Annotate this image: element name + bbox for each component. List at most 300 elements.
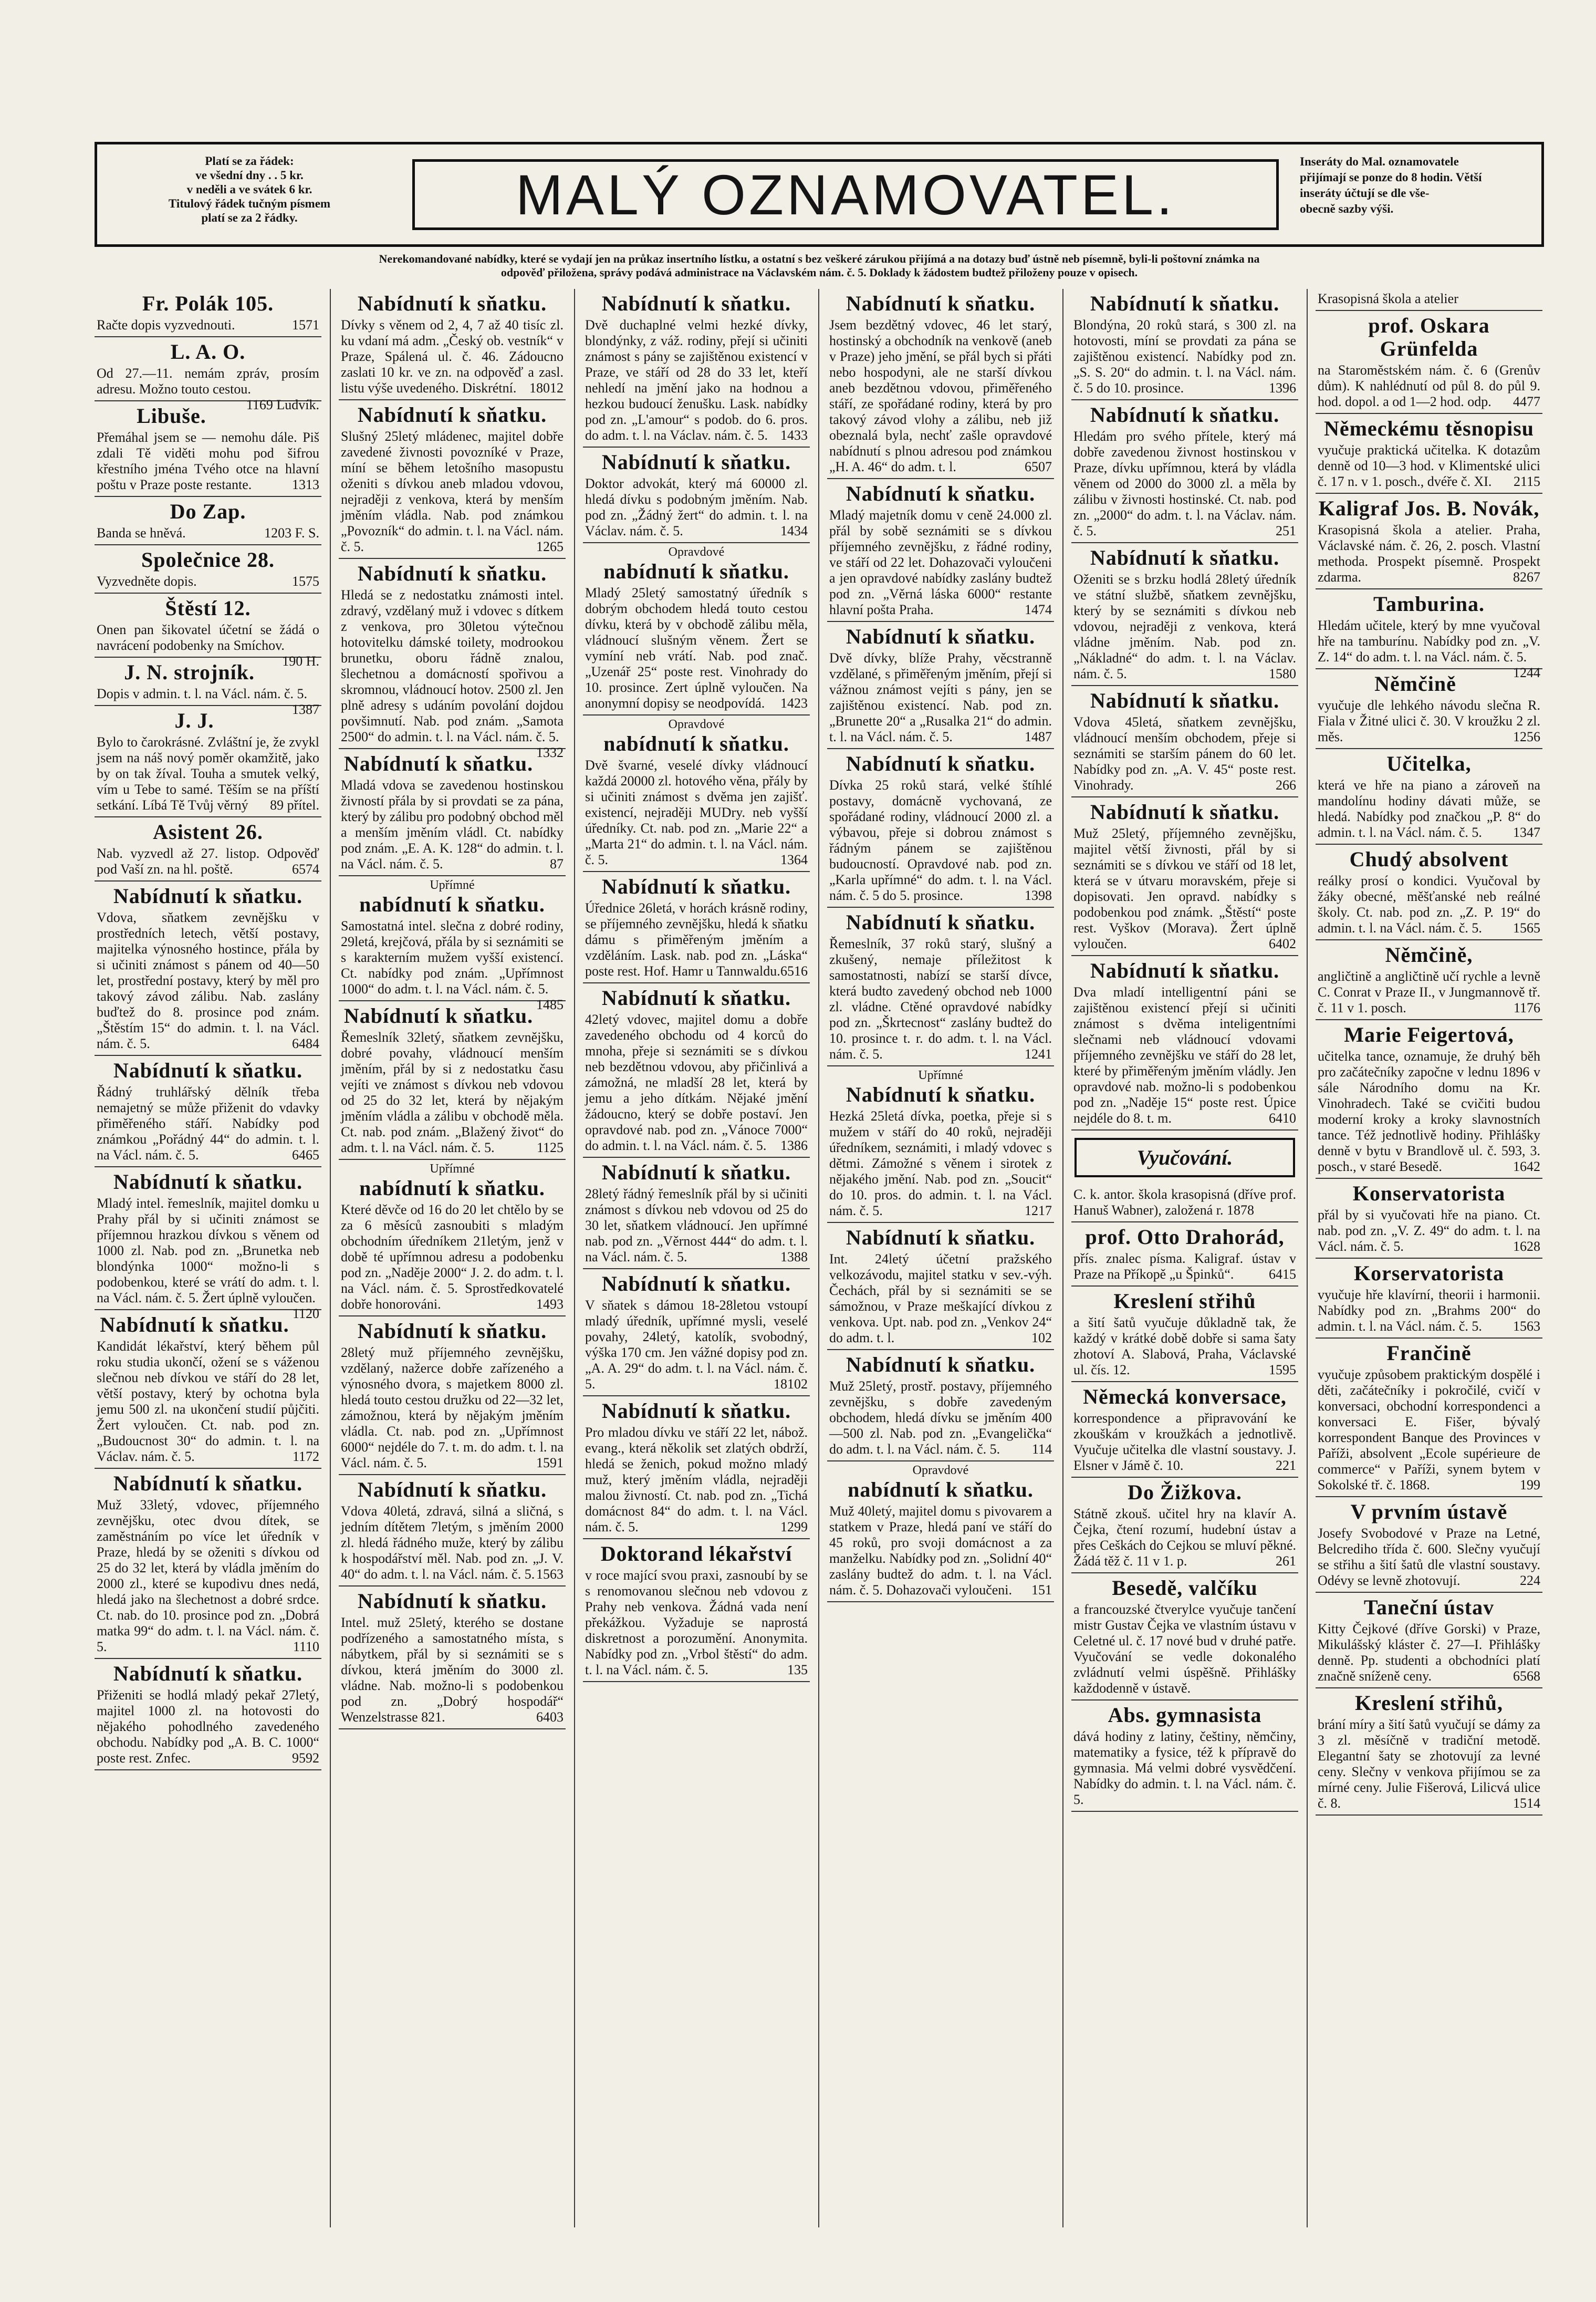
ad-number: 1487 bbox=[1025, 729, 1052, 744]
ad-text: C. k. antor. škola krasopisná (dříve prof. Hanuš Wabner), založená r. 1878 bbox=[1073, 1187, 1296, 1218]
ad-number: 1176 bbox=[1513, 1000, 1540, 1015]
ad-text: Hledám učitele, který by mne vyučoval hře na tamburínu. Nabídky pod zn. „V. Z. 14“ do adm. t. l. na Václ. nám. č. 5. bbox=[1318, 618, 1540, 665]
classified-ad bbox=[339, 289, 566, 400]
classified-ad bbox=[339, 559, 566, 760]
ad-number: 1398 bbox=[1025, 888, 1052, 903]
ad-title: Tamburina. bbox=[1373, 592, 1485, 616]
column-5 bbox=[1071, 289, 1298, 2227]
ad-body bbox=[1073, 1506, 1296, 1569]
ad-body bbox=[97, 622, 319, 669]
ad-body bbox=[1318, 1621, 1540, 1684]
ad-body bbox=[97, 525, 319, 541]
ad-title: Štěstí 12. bbox=[165, 596, 251, 620]
ad-body bbox=[829, 317, 1052, 475]
ad-body bbox=[97, 430, 319, 493]
column-2 bbox=[339, 289, 566, 2227]
ad-title: Nabídnutí k sňatku. bbox=[846, 625, 1036, 648]
classified-ad bbox=[1316, 414, 1542, 494]
ad-number: 6415 bbox=[1269, 1267, 1296, 1282]
ad-text: Pro mladou dívku ve stáří 22 let, nábož. evang., která několik set zlatých obdrží, hledá se ženich, pokud možno mladý muž, který jměním vládla, nejraději malou živností. Ct. nab. pod zn. „Tichá domácnost 84“ do adm. t. l. na Václ. nám. č. 5. bbox=[585, 1425, 808, 1534]
ad-title: Fr. Polák 105. bbox=[142, 292, 274, 315]
ad-title: Do Žižkova. bbox=[1128, 1480, 1242, 1504]
classified-ad bbox=[1071, 1287, 1298, 1382]
ad-body bbox=[1073, 1602, 1296, 1696]
classified-ad bbox=[1316, 289, 1542, 311]
ad-title: nabídnutí k sňatku. bbox=[603, 732, 789, 755]
ad-body bbox=[585, 900, 808, 979]
ad-title: Doktorand lékařství bbox=[600, 1542, 792, 1565]
classified-ad bbox=[95, 594, 321, 669]
ad-title: Kreslení střihů, bbox=[1355, 1691, 1503, 1715]
column-rule bbox=[1062, 289, 1063, 2227]
ad-number: 8267 bbox=[1513, 569, 1540, 585]
ad-text: Vdova 45letá, sňatkem zevnějšku, vládnoucí menším obchodem, přeje si seznámiti se starším pánem do 60 let. Nabídky pod zn. „A. V. 45“ poste rest. Vinohrady. bbox=[1073, 714, 1296, 793]
ad-number: 9592 bbox=[292, 1750, 319, 1766]
classified-ad bbox=[1071, 1185, 1298, 1222]
classified-ad bbox=[95, 1659, 321, 1770]
ad-text: Přiženiti se hodlá mladý pekař 27letý, majitel 1000 zl. na hotovosti do nějakého pohodlného zavedeného obchodu. Nabídky pod „A. B. C. 1000“ poste rest. Znfec. bbox=[97, 1687, 319, 1766]
ad-text: Dvě švarné, veselé dívky vládnoucí každá 20000 zl. hotového věna, přály by si učiniti známost s dvěma jen zajišť. existencí, nejraději MUDry. neb vyšší úředníky. Ct. nab. pod zn. „Marie 22“ a „Marta 21“ do admin. t. l. na Václ. nám. č. 5. bbox=[585, 758, 808, 867]
ad-number: 1388 bbox=[780, 1249, 808, 1264]
ad-text: Slušný 25letý mládenec, majitel dobře zavedené živnosti povozníké v Praze, míní se během letošního masopustu oženiti s dívkou aneb mladou vdovou, nejraději z venkova, která by menším jměním vládla. Nab. pod známkou „Povozník“ do admin. t. l. na Václ. nám. č. 5. bbox=[341, 429, 564, 554]
ad-title: J. N. strojník. bbox=[124, 660, 255, 684]
ad-number: 1125 bbox=[536, 1140, 564, 1155]
classified-ad bbox=[95, 706, 321, 817]
ad-title: Taneční ústav bbox=[1363, 1595, 1495, 1619]
ad-text: Oženiti se s brzku hodlá 28letý úředník ve státní službě, sňatkem zevnějšku, který by se seznámiti s dívkou neb vdovou, nejraději z venkova, která vládne jměním. Nab. pod zn. „Nákladné“ do adm. t. l. na Václav. nám. č. 5. bbox=[1073, 572, 1296, 681]
ad-text: Dívka 25 roků stará, velké štíhlé postavy, domácně vychovaná, ze spořádané rodiny, vládnoucí 2000 zl. a výbavou, přeje si dobrou známost s řádným pánem se zajištěnou budoucností. Opravdové nab. pod zn. „Karla upřímné“ do adm. t. l. na Václ. nám. č. 5 do 5. prosince. bbox=[829, 777, 1052, 903]
classified-ad bbox=[827, 479, 1054, 622]
classified-ad bbox=[339, 749, 566, 876]
ad-title: Marie Feigertová, bbox=[1344, 1023, 1514, 1046]
ad-body bbox=[341, 1202, 564, 1312]
classified-ad bbox=[1071, 1478, 1298, 1573]
pricing-line: ve všední dny . . 5 kr. bbox=[195, 169, 304, 182]
ad-columns bbox=[95, 289, 1544, 2233]
ad-text: Račte dopis vyzvednouti. bbox=[97, 317, 235, 333]
ad-title: Nabídnutí k sňatku. bbox=[1090, 403, 1280, 427]
ad-text: přál by si vyučovati hře na piano. Ct. nab. pod zn. „V. Z. 49“ do adm. t. l. na Václ. nám. č. 5. bbox=[1318, 1207, 1540, 1254]
ad-text: Hezká 25letá dívka, poetka, přeje si s mužem v stáří do 40 roků, nejraději úředníkem, seznámiti, i mladý vdovec s dětmi. Zámožné s věnem i sirotek z nějakého jmění. Nab. pod zn. „Soucit“ do 10. pros. do admin. t. l. na Václ. nám. č. 5. bbox=[829, 1108, 1052, 1218]
ad-body bbox=[1318, 1717, 1540, 1811]
ad-text: Muž 33letý, vdovec, příjemného zevnějšku, otec dvou dítek, se zaměstnáním po více let úředník v Praze, hledá by se oženiti s dívkou od 25 do 32 let, která by vládla jměním do 2000 zl., které se kupodivu dnes nedá, hledá jako na šlechetnost a dobré srdce. Ct. nab. do 10. prosince pod zn. „Dobrá matka 99“ do adm. t. l. na Václ. nám. č. 5. bbox=[97, 1497, 319, 1654]
ad-body bbox=[1318, 1526, 1540, 1589]
ad-body bbox=[97, 1339, 319, 1465]
ad-body bbox=[829, 1503, 1052, 1598]
ad-title: Nabídnutí k sňatku. bbox=[113, 1170, 303, 1194]
ad-body bbox=[1318, 698, 1540, 745]
ad-title: Nabídnutí k sňatku. bbox=[601, 1399, 791, 1423]
ad-text: Muž 40letý, majitel domu s pivovarem a statkem v Praze, hledá paní ve stáří do 45 roků, pro svoji domácnost a za manželku. Nabídky pod zn. „Solidní 40“ zaslány budtež do adm. t. l. na Václ. nám. č. 5. Dohazovači vyloučeni. bbox=[829, 1503, 1052, 1598]
ad-title: Kreslení střihů bbox=[1113, 1289, 1256, 1313]
ad-number: 190 H. bbox=[282, 654, 319, 669]
ad-number: 6568 bbox=[1513, 1668, 1540, 1684]
ad-text: Vdova, sňatkem zevnějšku v prostředních letech, větší postavy, majitelka výnosného hostince, přála by si učiniti známost s pánem od 40—50 let, prostřední postavy, který by měl pro takový závod zálibu. Nab. zaslány buďtež do 8. prosince pod znám. „Štěstím 15“ do admin. t. l. na Václ. nám. č. 5. bbox=[97, 910, 319, 1051]
ad-text: Od 27.—11. nemám zpráv, prosím adresu. Možno touto cestou. bbox=[97, 366, 319, 397]
ad-title: Nabídnutí k sňatku. bbox=[846, 910, 1036, 934]
ad-number: 1563 bbox=[1513, 1319, 1540, 1334]
ad-number: 102 bbox=[1031, 1330, 1052, 1345]
ad-body bbox=[1318, 1207, 1540, 1254]
ad-text: Řádný truhlářský dělník třeba nemajetný se může přiženit do vdavky přiměřeného stáří. Nabídky pod známkou „Pořádný 44“ do admin. t. l. na Václ. nám. č. 5. bbox=[97, 1084, 319, 1163]
classified-ad bbox=[95, 1310, 321, 1469]
ad-text: Josefy Svobodové v Praze na Letné, Belcrediho třída č. 600. Slečny vyučují se střihu a šití šatů dle vlastní soustavy. Odévy se levně zhotovují. bbox=[1318, 1526, 1540, 1588]
ad-text: Krasopisná škola a atelier. Praha, Václavské nám. č. 26, 2. posch. Vlastní methoda. Prospekt písemně. Prospekt zdarma. bbox=[1318, 522, 1540, 585]
ad-number: 6402 bbox=[1269, 936, 1296, 951]
ad-body bbox=[1073, 1315, 1296, 1378]
ad-title: Nabídnutí k sňatku. bbox=[357, 1589, 547, 1613]
classified-ad bbox=[827, 622, 1054, 749]
ad-body bbox=[585, 476, 808, 539]
ad-text: Doktor advokát, který má 60000 zl. hledá dívku s podobným jměním. Nab. pod zn. „Žádný žert“ do admin. t. l. na Václav. nám. č. 5. bbox=[585, 476, 808, 538]
classified-ad bbox=[1071, 400, 1298, 543]
ad-body bbox=[829, 936, 1052, 1062]
ad-body bbox=[341, 317, 564, 396]
ad-body bbox=[341, 1615, 564, 1725]
ad-number: 1628 bbox=[1513, 1239, 1540, 1254]
ad-number: 1571 bbox=[292, 317, 319, 333]
ad-body bbox=[1318, 522, 1540, 585]
ad-text: Hledám pro svého přítele, který má dobře zavedenou živnost hostinskou v Praze, dívku upřímnou, která by vládla věnem od 2000 do 3000 zl. a měla by zálibu v živnosti hostinské. Ct. nab. pod zn. „2000“ do adm. t. l. na Václav. nám. č. 5. bbox=[1073, 429, 1296, 538]
classified-ad bbox=[1316, 1259, 1542, 1339]
ad-title: Nabídnutí k sňatku. bbox=[113, 884, 303, 908]
ad-body bbox=[1073, 1187, 1296, 1218]
ad-text: brání míry a šití šatů vyučují se dámy za 3 zl. měsíčně v tradiční metodě. Elegantní šaty se zhotovují za levné ceny. Slečny v venkova přijímou se za mírné ceny. Julie Fišerová, Lilicvá ulice č. 8. bbox=[1318, 1717, 1540, 1811]
ad-body bbox=[97, 910, 319, 1052]
ad-title: Nabídnutí k sňatku. bbox=[357, 403, 547, 427]
insertion-line: Inseráty do Mal. oznamovatele bbox=[1300, 155, 1459, 168]
ad-title: Nabídnutí k sňatku. bbox=[846, 1353, 1036, 1376]
ad-text: 28letý řádný řemeslník přál by si učiniti známost s dívkou neb vdovou od 25 do 30 let, sňatkem vládnoucí. Jen upřímné nab. pod zn. „Věrnost 444“ do adm. t. l. na Václ. nám. č. 5. bbox=[585, 1186, 808, 1264]
ad-body bbox=[1073, 714, 1296, 793]
ad-number: 1110 bbox=[293, 1639, 319, 1654]
ad-number: 114 bbox=[1031, 1442, 1052, 1457]
ad-title: Nabídnutí k sňatku. bbox=[601, 1272, 791, 1295]
newspaper-page bbox=[95, 142, 1544, 2233]
ad-title: Nabídnutí k sňatku. bbox=[1090, 959, 1280, 982]
ad-body bbox=[97, 734, 319, 813]
classified-ad bbox=[1316, 1020, 1542, 1179]
classified-ad bbox=[95, 289, 321, 337]
classified-ad bbox=[1316, 311, 1542, 414]
ad-text: Krasopisná škola a atelier bbox=[1318, 291, 1458, 306]
ad-text: Státně zkouš. učitel hry na klavír A. Čejka, čtení rozumí, hudební ústav a přes Ceškách do Cejkou se mluví pěkné. Žádá těž č. 11 v 1. p. bbox=[1073, 1506, 1296, 1569]
classified-ad bbox=[1316, 1593, 1542, 1688]
ad-title: Nabídnutí k sňatku. bbox=[1090, 800, 1280, 824]
ad-text: Vdova 40letá, zdravá, silná a sličná, s jedním dítětem 7letým, s jměním 2000 zl. hledá řádného muže, který by zálibu k hospodářství měl. Nab. pod zn. „J. V. 40“ do adm. t. l. na Václ. nám. č. 5. bbox=[341, 1503, 564, 1582]
classified-ad bbox=[339, 1586, 566, 1729]
classified-ad bbox=[1071, 289, 1298, 400]
ad-text: v roce mající svou praxi, zasnoubí by se s renomovanou slečnou neb vdovou z Prahy neb venkova. Žádná vada není překážkou. Vyžaduje se naprostá diskretnost a porozumění. Anonymita. Nabídky pod zn. „Vrbol štěstí“ do adm. t. l. na Václ. nám. č. 5. bbox=[585, 1568, 808, 1677]
ad-body bbox=[341, 1030, 564, 1156]
ad-text: Onen pan šikovatel účetní se žádá o navrácení podobenky na Smíchov. bbox=[97, 622, 319, 653]
ad-number: 1347 bbox=[1513, 825, 1540, 840]
ad-text: Mladý majetník domu v ceně 24.000 zl. přál by sobě seznámiti se s dívkou příjemného zevnějšku, z řádné rodiny, ve stáří od 22 let. Dohazovači vyloučeni a jen opravdové nabídky zaslány budtež pod zn. „Věrná láska 6000“ restante hlavní pošta Praha. bbox=[829, 507, 1052, 617]
classified-ad bbox=[1316, 589, 1542, 680]
classified-ad bbox=[1316, 749, 1542, 845]
ad-number: 1485 bbox=[536, 997, 564, 1012]
ad-number: 135 bbox=[787, 1662, 808, 1677]
ad-text: Vyzvedněte dopis. bbox=[97, 574, 197, 589]
masthead-note bbox=[95, 252, 1544, 279]
classified-ad bbox=[1316, 669, 1542, 749]
classified-ad bbox=[1316, 494, 1542, 589]
ad-body bbox=[585, 1568, 808, 1678]
ad-title: Nabídnutí k sňatku. bbox=[601, 292, 791, 315]
ad-body bbox=[341, 587, 564, 760]
ad-title: Nabídnutí k sňatku. bbox=[357, 1478, 547, 1501]
classified-ad bbox=[827, 1223, 1054, 1350]
ad-body bbox=[1318, 1287, 1540, 1334]
classified-ad bbox=[339, 876, 566, 1012]
ad-body bbox=[1318, 291, 1540, 307]
ad-number: 4477 bbox=[1513, 394, 1540, 409]
ad-number: 1514 bbox=[1513, 1796, 1540, 1811]
ad-text: 42letý vdovec, majitel domu a dobře zavedeného obchodu od 4 korců do mnoha, přeje si seznámiti se s dívkou neb bezdětnou vdovou, aby přičinlivá a zámožná, ne mladší 28 let, která by jemu a jeho dítkám. Nějaké jmění žádoucno, který se dobře postaví. Jen opravdové nab. pod zn. „Vánoce 7000“ do admin. t. l. na Václ. nám. č. 5. bbox=[585, 1012, 808, 1153]
ad-body bbox=[1073, 826, 1296, 952]
ad-number: 1563 bbox=[536, 1567, 564, 1582]
ad-title: Do Zap. bbox=[170, 500, 246, 523]
ad-text: Dívky s věnem od 2, 4, 7 až 40 tisíc zl. ku vdaní má adm. „Český ob. vestník“ v Praze, Spálená ul. č. 46. Zádoucno zaslati 10 kr. ve zn. na odpověď a zasl. listu výše uvedeného. Diskrétní. bbox=[341, 317, 564, 396]
ad-title: Německému těsnopisu bbox=[1323, 417, 1535, 440]
ad-text: Úřednice 26letá, v horách krásně rodiny, se příjemného zevnějšku, hledá k sňatku dámu s přiměřeným jměním a vzděláním. Lask. nab. pod zn. „Láska“ poste rest. Hof. Hamr u Tannwaldu. bbox=[585, 900, 808, 979]
ad-number: 87 bbox=[550, 856, 564, 872]
ad-number: 1595 bbox=[1269, 1362, 1296, 1377]
ad-text: Dva mladí intelligentní páni se zajištěnou existencí přejí si učiniti známost s dvěma inteligentními slečnami neb vládnoucí vdovami příjemného zevnějšku ve stáří do 28 let, které by přiměřeným jměním vládly. Jen opravdové nab. možno-li s podobenkou pod zn. „Naděje 15“ poste rest. Úpice nejdéle do 8. t. m. bbox=[1073, 984, 1296, 1126]
note-line: Nerekomandované nabídky, které se vydají jen na průkaz insertního lístku, a ostatní s bez veškeré zárukou přijímá a na dotazy buď ústně neb písemně, byli-li poštovní známka na bbox=[379, 252, 1260, 265]
ad-body bbox=[585, 1298, 808, 1392]
ad-text: která ve hře na piano a zároveň na mandolínu hodiny dávati může, se hledá. Nabídky pod značkou „P. 8“ do admin. t. l. na Václ. nám. č. 5. bbox=[1318, 777, 1540, 840]
ad-title: J. J. bbox=[174, 709, 214, 732]
ad-body bbox=[585, 317, 808, 443]
ad-prefix: Upřímné bbox=[918, 1069, 963, 1082]
ad-title: Nabídnutí k sňatku. bbox=[357, 1319, 547, 1343]
ad-prefix: Upřímné bbox=[430, 1162, 475, 1176]
classified-ad bbox=[583, 983, 810, 1158]
ad-title: Nabídnutí k sňatku. bbox=[601, 875, 791, 898]
page-title: MALÝ OZNAMOVATEL. bbox=[412, 159, 1279, 230]
ad-title: L. A. O. bbox=[170, 340, 246, 364]
masthead bbox=[95, 142, 1544, 247]
ad-number: 6465 bbox=[292, 1147, 319, 1163]
classified-ad bbox=[827, 1350, 1054, 1461]
ad-body bbox=[1318, 362, 1540, 410]
ad-text: Řemeslník, 37 roků starý, slušný a zkušený, nemaje příležitost k samostatnosti, nabízí se starší dívce, která budto zavedený obchod neb 1000 zl. vládne. Ctěné opravdové nabídky pod zn. „Škrtecnost“ zaslány budtež do 10. prosince t. r. do adm. t. l. na Václ. nám. č. 5. bbox=[829, 936, 1052, 1062]
pricing-line: Titulový řádek tučným písmem bbox=[168, 197, 331, 210]
ad-body bbox=[585, 1186, 808, 1265]
ad-body bbox=[585, 1012, 808, 1154]
ad-title: Nabídnutí k sňatku. bbox=[846, 752, 1036, 775]
ad-title: Konservatorista bbox=[1352, 1181, 1506, 1205]
ad-body bbox=[97, 686, 319, 717]
ad-text: Které děvče od 16 do 20 let chtělo by se za 6 měsíců zasnoubiti s mladým obchodním úředníkem 21letým, jenž v době té upřímnou adresu a podobenku pod zn. „Naděje 2000“ J. 2. do adm. t. l. na Václ. nám. č. 5. Sprostředkovatelé dobře honorováni. bbox=[341, 1202, 564, 1312]
ad-title: Korservatorista bbox=[1353, 1261, 1504, 1285]
ad-text: Muž 25letý, příjemného zevnějšku, majitel větší živnosti, přál by si seznámiti se s dívkou ve stáří od 18 let, která se v útvaru moravském, přeje si dopisovati. Jen opravd. nabídky s podobenkou pod známk. „Štěstí“ poste rest. Vyškov (Morava). Žert úplně vyloučen. bbox=[1073, 826, 1296, 951]
ad-title: prof. Oskara Grünfelda bbox=[1368, 314, 1490, 360]
classified-ad bbox=[827, 1066, 1054, 1223]
pricing-line: v neděli a ve svátek 6 kr. bbox=[186, 183, 312, 196]
classified-ad bbox=[339, 1316, 566, 1475]
ad-title: Nabídnutí k sňatku. bbox=[1090, 689, 1280, 712]
classified-ad bbox=[339, 1001, 566, 1160]
classified-ad bbox=[1316, 1497, 1542, 1593]
ad-body bbox=[1073, 1251, 1296, 1282]
ad-text: vyučuje dle lehkého návodu slečna R. Fiala v Žitné ulici č. 30. V kroužku 2 zl. měs. bbox=[1318, 698, 1540, 744]
classified-ad bbox=[1071, 686, 1298, 797]
ad-number: 1493 bbox=[536, 1297, 564, 1312]
classified-ad bbox=[583, 872, 810, 983]
ad-number: 1364 bbox=[780, 852, 808, 867]
ad-text: korrespondence a připravování ke zkouškám v kroužkách a jednotlivě. Vyučuje učitelka dle vlastní soustavy. J. Elsner v Jámě č. 10. bbox=[1073, 1411, 1296, 1473]
ad-title: Nabídnutí k sňatku. bbox=[601, 450, 791, 474]
classified-ad bbox=[583, 1269, 810, 1396]
ad-body bbox=[97, 574, 319, 589]
insertion-info bbox=[1300, 154, 1541, 217]
ad-title: Nabídnutí k sňatku. bbox=[343, 752, 534, 775]
ad-title: Nabídnutí k sňatku. bbox=[343, 1004, 534, 1028]
pricing-line: platí se za 2 řádky. bbox=[201, 211, 298, 224]
classified-ad bbox=[95, 1469, 321, 1659]
section-heading: Vyučování. bbox=[1075, 1138, 1295, 1177]
ad-text: Kandidát lékařství, který během půl roku studia ukončí, ožení se s váženou slečnou neb dívkou ve stáří do 28 let, větší postavy, který by ochotna byla jemu 500 zl. na ukončení studií půjčiti. Žert vyloučen. Ct. nab. pod zn. „Budoucnost 30“ do admin. t. l. na Václav. nám. č. 5. bbox=[97, 1339, 319, 1464]
ad-number: 261 bbox=[1276, 1553, 1296, 1569]
ad-title: Nabídnutí k sňatku. bbox=[601, 986, 791, 1010]
ad-number: 1120 bbox=[292, 1306, 319, 1321]
ad-body bbox=[341, 1503, 564, 1582]
ad-title: Nabídnutí k sňatku. bbox=[1090, 292, 1280, 315]
classified-ad bbox=[1316, 1688, 1542, 1816]
ad-prefix: Opravdové bbox=[668, 718, 725, 731]
ad-number: 1241 bbox=[1025, 1046, 1052, 1062]
ad-number: 1217 bbox=[1025, 1203, 1052, 1218]
ad-text: Muž 25letý, prostř. postavy, příjemného zevnějšku, s dobře zavedeným obchodem, hledá dívku se jměním 400—500 zl. Nab. pod zn. „Evangelička“ do adm. t. l. na Václ. nám. č. 5. bbox=[829, 1378, 1052, 1457]
ad-title: Abs. gymnasista bbox=[1108, 1703, 1262, 1727]
ad-number: 1591 bbox=[536, 1455, 564, 1470]
classified-ad bbox=[339, 1475, 566, 1586]
ad-text: na Staroměstském nám. č. 6 (Grenův dům). K nahlédnutí od půl 8. do půl 9. hod. dopol. a od 1—2 hod. odp. bbox=[1318, 362, 1540, 409]
ad-number: 1244 bbox=[1513, 665, 1540, 680]
ad-body bbox=[1073, 429, 1296, 539]
ad-body bbox=[1318, 969, 1540, 1016]
classified-ad bbox=[95, 1167, 321, 1321]
classified-ad bbox=[827, 1461, 1054, 1602]
classified-ad bbox=[95, 882, 321, 1056]
classified-ad bbox=[1316, 1339, 1542, 1497]
classified-ad bbox=[1071, 797, 1298, 956]
ad-number: 1169 Ludvík. bbox=[246, 397, 319, 412]
ad-title: Nabídnutí k sňatku. bbox=[113, 1059, 303, 1082]
ad-body bbox=[97, 366, 319, 412]
ad-number: 1474 bbox=[1025, 602, 1052, 617]
ad-text: Nab. vyzvedl až 27. listop. Odpověď pod Vaší zn. na hl. poště. bbox=[97, 846, 319, 877]
ad-text: 28letý muž příjemného zevnějšku, vzdělaný, nažerce dobře zařízeného a výnosného dvora, s majetkem 8000 zl. hledá touto cestou družku od 22—32 let, zámožnou, která by nějakým jměním vládla. Ct. nab. pod zn. „Upřímnost 6000“ nejdéle do 7. t. m. do adm. t. l. na Václ. nám. č. 5. bbox=[341, 1345, 564, 1470]
ad-text: Přemáhal jsem se — nemohu dále. Piš zdali Tě viděti mohu pod šifrou křestního jména Tvého otce na hlavní poštu v Praze poste restante. bbox=[97, 430, 319, 492]
classified-ad bbox=[1316, 940, 1542, 1020]
ad-text: dává hodiny z latiny, češtiny, němčiny, matematiky a fysice, též k přípravě do gymnasia. Má velmi dobré vysvědčení. Nabídky do admin. t. l. na Václ. nám. č. 5. bbox=[1073, 1729, 1296, 1807]
ad-body bbox=[829, 507, 1052, 618]
ad-body bbox=[97, 1196, 319, 1321]
ad-number: 6403 bbox=[536, 1709, 564, 1725]
insertion-line: inseráty účtují se dle vše- bbox=[1300, 186, 1430, 200]
ad-body bbox=[1073, 1411, 1296, 1474]
ad-body bbox=[829, 1251, 1052, 1346]
ad-text: vyučuje praktická učitelka. K dotazům denně od 10—3 hod. v Klimentské ulici č. 17 n. v 1. posch., dvéře č. XI. bbox=[1318, 442, 1540, 489]
ad-text: Kitty Čejkové (dříve Gorski) v Praze, Mikulášský kláster č. 27—I. Přihlášky denně. Pp. studenti a obchodníci platí značně sníženě ceny. bbox=[1318, 1621, 1540, 1684]
ad-number: 1396 bbox=[1269, 380, 1296, 396]
classified-ad bbox=[827, 289, 1054, 479]
ad-title: Nabídnutí k sňatku. bbox=[846, 1083, 1036, 1106]
ad-title: nabídnutí k sňatku. bbox=[359, 1176, 545, 1200]
ad-text: Hledá se z nedostatku známosti intel. zdravý, vzdělaný muž i vdovec s dítkem z venkova, pro 30letou výtečnou hotovitelku dámské toilety, modrookou brunetku, oboru řádně znalou, šlechetnou a domácností spořivou a skromnou, vládnoucí hotov. 2500 zl. Jen plně adresy s udáním povolání dojdou povšimnutí. Nab. pod znám. „Samota 2500“ do admin. t. l. na Václ. nám. č. 5. bbox=[341, 587, 564, 744]
ad-body bbox=[1073, 572, 1296, 682]
ad-title: Nabídnutí k sňatku. bbox=[357, 292, 547, 315]
ad-number: 89 přítel. bbox=[270, 797, 319, 813]
ad-title: nabídnutí k sňatku. bbox=[848, 1478, 1034, 1501]
ad-title: Nabídnutí k sňatku. bbox=[846, 482, 1036, 505]
ad-number: 6410 bbox=[1269, 1111, 1296, 1126]
ad-text: Dvě dívky, blíže Prahy, věcstranně vzdělané, s přiměřeným jměním, přejí si vážnou známost vejíti s pány, jen se zajištěnou existencí. Nab. pod zn. „Brunette 20“ a „Rusalka 21“ do admin. t. l. na Václ. nám. č. 5. bbox=[829, 650, 1052, 744]
ad-body bbox=[1318, 442, 1540, 490]
ad-number: 1642 bbox=[1513, 1159, 1540, 1174]
ad-body bbox=[97, 1084, 319, 1163]
column-rule bbox=[1307, 289, 1308, 2227]
column-rule bbox=[330, 289, 331, 2227]
ad-text: Dopis v admin. t. l. na Václ. nám. č. 5. bbox=[97, 686, 308, 701]
ad-text: Bylo to čarokrásné. Zvláštní je, že zvykl jsem na náš nový poměr okamžitě, jako by on tak žíval. Touha a smutek velký, vím u Tebe to samé. Těším se na příští setkání. Líbá Tě Tvůj věrný bbox=[97, 734, 319, 813]
ad-title: Asistent 26. bbox=[153, 820, 263, 844]
ad-title: Kaligraf Jos. B. Novák, bbox=[1318, 496, 1540, 520]
ad-text: Jsem bezdětný vdovec, 46 let starý, hostinský a obchodník na venkově (aneb v Praze) jeho jmění, se přál bych si přáti nebo hospodyni, ale ne starší dívkou aneb bezdětnou vdovou, přiměřeného stáří, ze spořádané rodiny, která by pro takový závod vlohy a zálibu, neb již obeznalá byla, nechť zašle opravdové nabídnutí s plnou adresou pod známkou „H. A. 46“ do adm. t. l. bbox=[829, 317, 1052, 474]
classified-ad bbox=[1071, 1222, 1298, 1287]
ad-title: Nabídnutí k sňatku. bbox=[113, 1662, 303, 1685]
ad-title: Chudý absolvent bbox=[1349, 847, 1509, 871]
ad-title: Libuše. bbox=[137, 404, 206, 428]
pricing-box bbox=[113, 154, 386, 225]
ad-body bbox=[829, 777, 1052, 904]
classified-ad bbox=[1071, 1700, 1298, 1812]
ad-title: prof. Otto Drahorád, bbox=[1085, 1225, 1285, 1249]
ad-title: nabídnutí k sňatku. bbox=[603, 559, 789, 583]
ad-body bbox=[97, 1497, 319, 1655]
ad-number: 2115 bbox=[1513, 474, 1540, 489]
classified-ad bbox=[339, 1160, 566, 1316]
note-line: odpověď přiložena, správy podává administrace na Václavském nám. č. 5. Doklady k žádostem budtež přiloženy pouze v opisech. bbox=[500, 266, 1138, 279]
ad-number: 6574 bbox=[292, 862, 319, 877]
ad-title: Nabídnutí k sňatku. bbox=[846, 292, 1036, 315]
classified-ad bbox=[1071, 543, 1298, 686]
classified-ad bbox=[583, 1396, 810, 1539]
classified-ad bbox=[95, 545, 321, 594]
ad-number: 1423 bbox=[780, 696, 808, 711]
ad-title: Nabídnutí k sňatku. bbox=[357, 562, 547, 585]
ad-body bbox=[585, 585, 808, 711]
classified-ad bbox=[95, 1056, 321, 1167]
ad-number: 6507 bbox=[1025, 459, 1052, 474]
ad-body bbox=[585, 758, 808, 868]
column-6 bbox=[1316, 289, 1542, 2227]
ad-number: 1332 bbox=[536, 745, 564, 760]
column-rule bbox=[574, 289, 575, 2227]
ad-body bbox=[585, 1425, 808, 1535]
classified-ad bbox=[583, 543, 810, 716]
ad-title: Besedě, valčíku bbox=[1112, 1576, 1258, 1600]
ad-text: vyučuje hře klavírní, theorii i harmonii. Nabídky pod zn. „Brahms 200“ do admin. t. l. na Václ. nám. č. 5. bbox=[1318, 1287, 1540, 1334]
ad-body bbox=[1318, 777, 1540, 841]
classified-ad bbox=[1316, 845, 1542, 940]
classified-ad bbox=[583, 1539, 810, 1682]
insertion-line: přijímají se ponze do 8 hodin. Větší bbox=[1300, 171, 1482, 184]
ad-prefix: Opravdové bbox=[912, 1464, 969, 1477]
